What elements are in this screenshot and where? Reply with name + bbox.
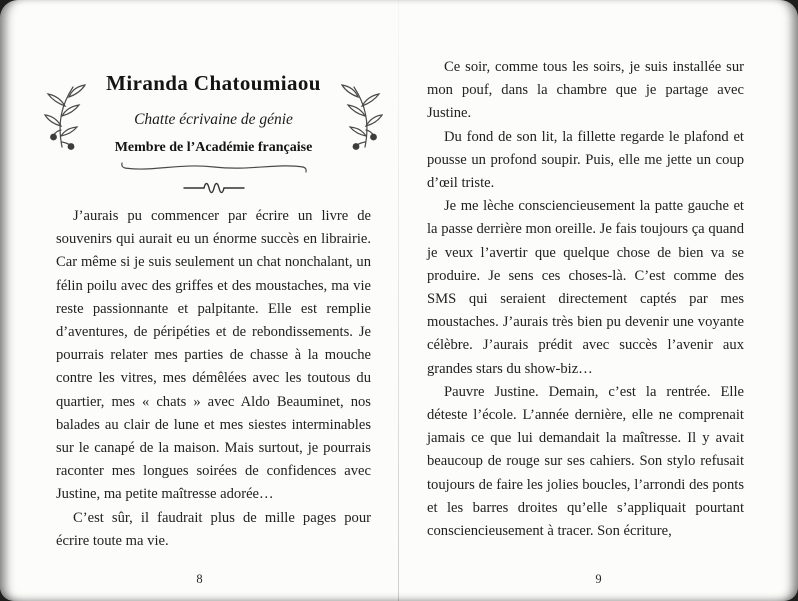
- olive-branch-right-icon: [339, 84, 385, 150]
- page-number-left: 8: [196, 572, 203, 586]
- paragraph: Je me lèche consciencieusement la patte gauche et la passe derrière mon oreille. Je fais toujours ça quand je veux l’avertir que quelque chose de bien va se produire. Je sens ces choses-là. C’est comme des SMS qui seraient directement captés par mes moustaches. J’aurais très bien pu devenir une voyante célèbre. J’aurais prédit avec succès l’avenir aux grandes stars du show-biz…: [427, 198, 744, 377]
- chapter-affiliation: Membre de l’Académie française: [114, 140, 313, 155]
- paragraph: Du fond de son lit, la fillette regarde le plafond et pousse un profond soupir. Puis, elle me jette un coup d’œil triste.: [427, 128, 744, 192]
- paragraph: C’est sûr, il faudrait plus de mille pages pour écrire toute ma vie.: [56, 509, 371, 549]
- right-page: [399, 0, 798, 601]
- page-number-right: 9: [595, 572, 602, 586]
- olive-branch-left-icon: [42, 84, 88, 150]
- chapter-header: [56, 70, 371, 172]
- section-divider-icon: [56, 181, 371, 195]
- flourish-underline-icon: [119, 160, 309, 172]
- paragraph: Ce soir, comme tous les soirs, je suis installée sur mon pouf, dans la chambre que je partage avec Justine.: [427, 59, 744, 122]
- chapter-subtitle: Chatte écrivaine de génie: [134, 111, 293, 128]
- paragraph: Pauvre Justine. Demain, c’est la rentrée. Elle déteste l’école. L’année dernière, elle ne comprenait jamais ce que lui demandait la maîtresse. Il y avait beaucoup de rouge sur ses cahiers. Son stylo refusait toujours de faire les jolies boucles, l’arrondi des ponts et les barres droites qu’elle s’appliquait pourtant consciencieusement à tracer. Son écriture,: [427, 383, 744, 540]
- chapter-title: Miranda Chatoumiaou: [106, 71, 321, 95]
- paragraph: J’aurais pu commencer par écrire un livre de souvenirs qui aurait eu un énorme succès en librairie. Car même si je suis seulement un chat nonchalant, un félin poilu avec des griffes et des moustaches, ma vie reste passionnante et palpitante. Elle est remplie d’aventures, de péripéties et de rebondissements. Je pourrais relater mes parties de chasse à la mouche contre les vitres, mes démêlées avec les toutous du quartier, mes « chats » avec Aldo Beauminet, nos balades au clair de lune et mes siestes interminables sur le canapé de la maison. Mais surtout, je pourrais raconter mes longues soirées de confidences avec Justine, ma petite maîtresse adorée…: [56, 208, 371, 503]
